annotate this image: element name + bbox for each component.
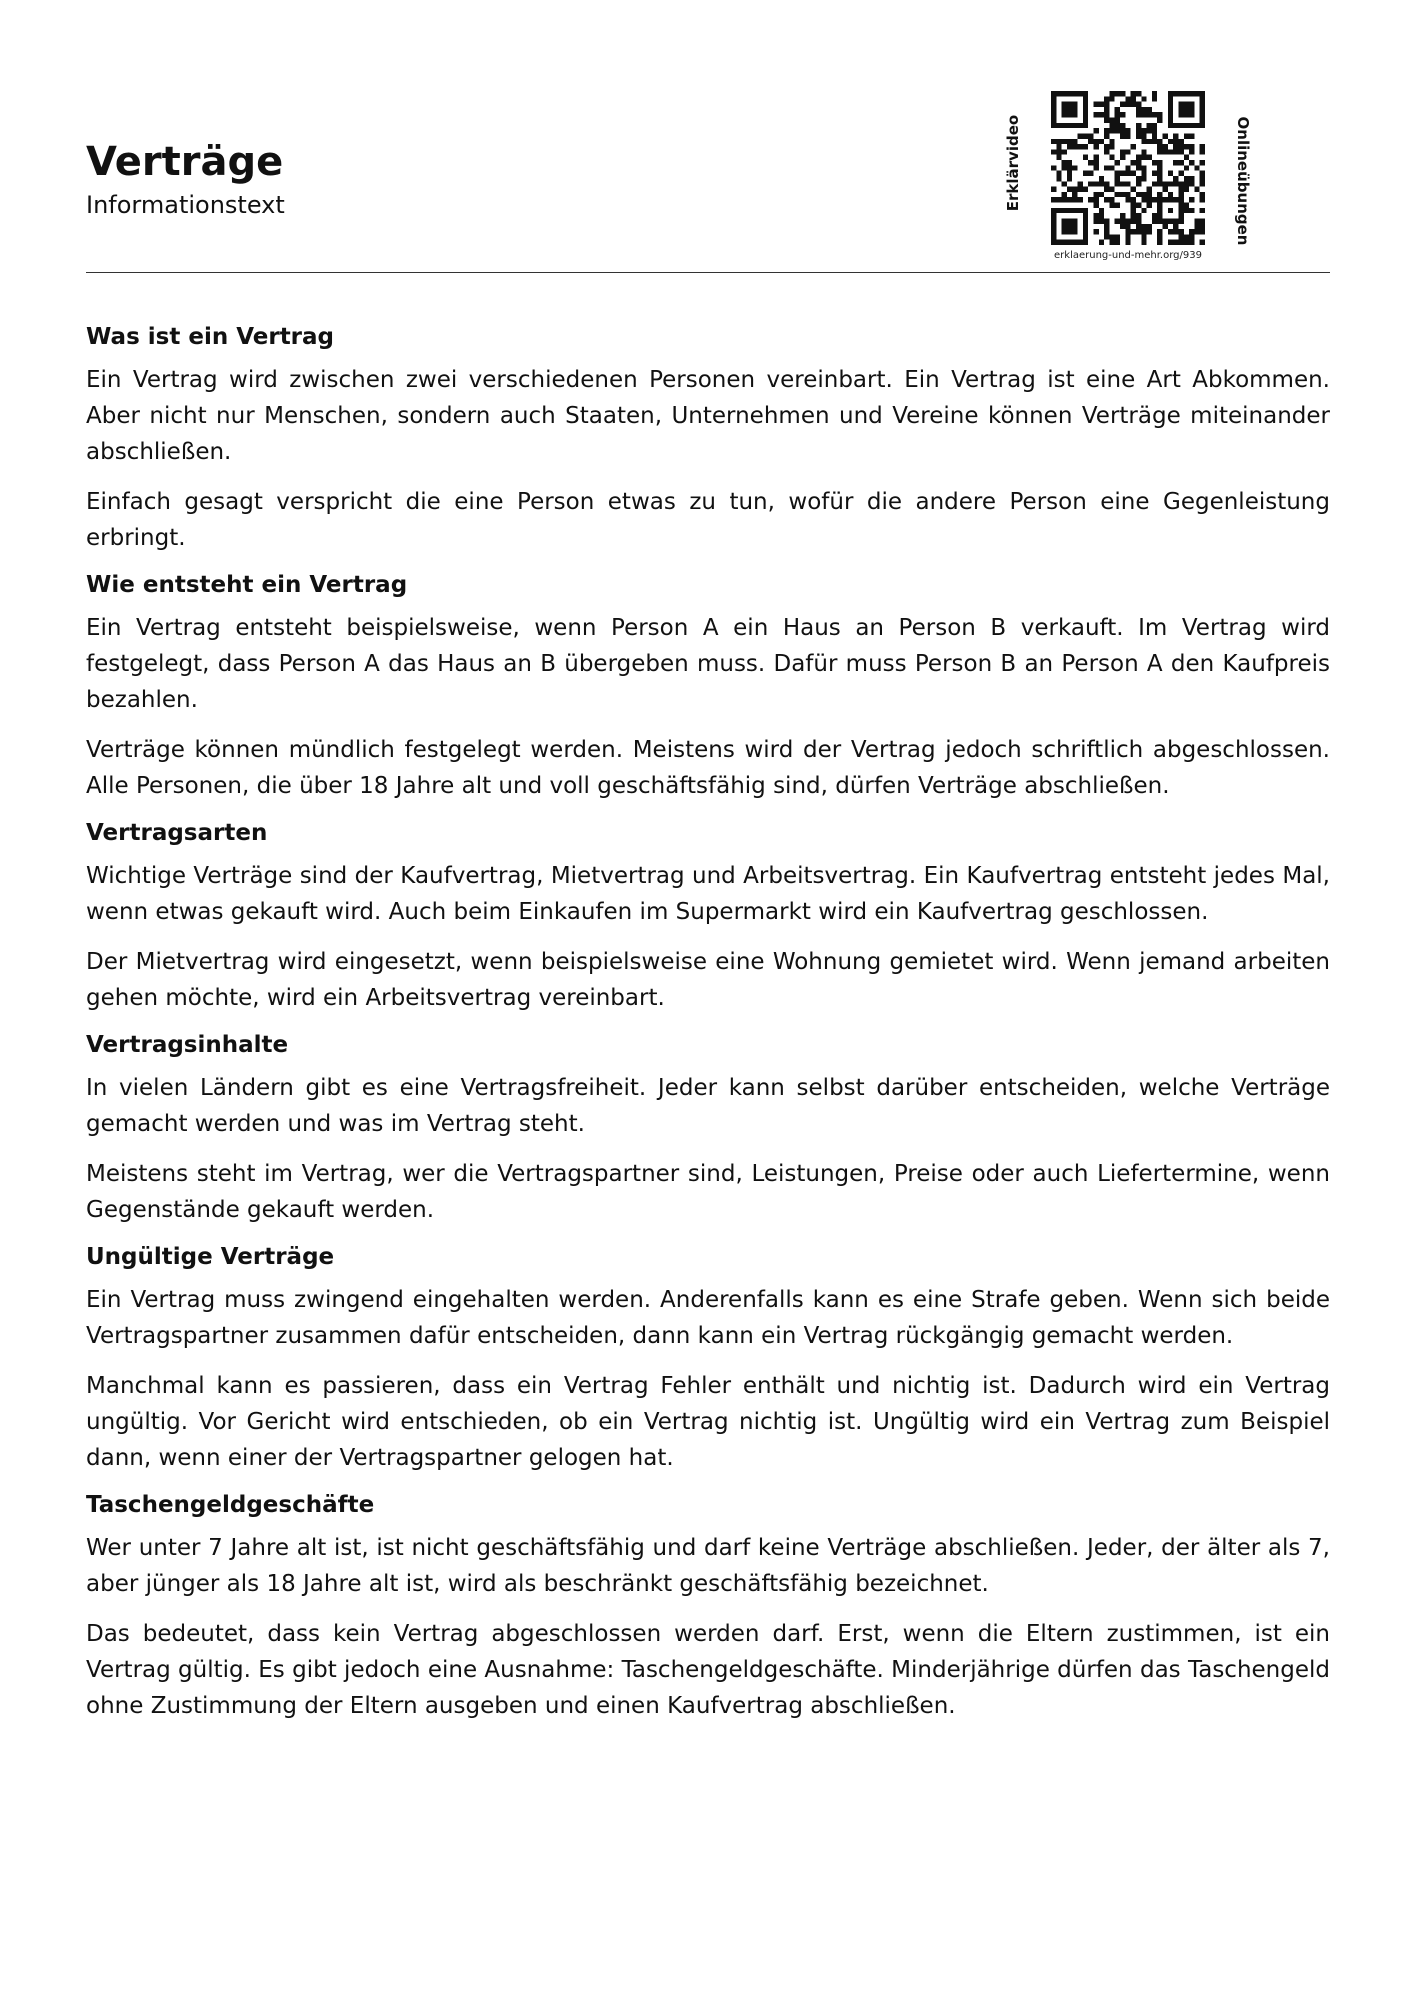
section-paragraph: Wichtige Verträge sind der Kaufvertrag, Mietvertrag und Arbeitsvertrag. Ein Kaufvertrag entsteht jedes Mal, wenn etwas gekauft wird. Auch beim Einkaufen im Supermarkt wird ein Kaufvertrag geschlossen. (86, 863, 1330, 925)
section-paragraph: Der Mietvertrag wird eingesetzt, wenn beispielsweise eine Wohnung gemietet wird. Wenn jemand arbeiten gehen möchte, wird ein Arbeitsvertrag vereinbart. (86, 949, 1330, 1011)
section-paragraph: Manchmal kann es passieren, dass ein Vertrag Fehler enthält und nichtig ist. Dadurch wird ein Vertrag ungültig. Vor Gericht wird entschieden, ob ein Vertrag nichtig ist. Ungültig wird ein Vertrag zum Beispiel dann, wenn einer der Vertragspartner gelogen hat. (86, 1373, 1330, 1471)
qr-right-label: Onlineübungen (1234, 116, 1252, 246)
section-paragraph: Einfach gesagt verspricht die eine Person etwas zu tun, wofür die andere Person eine Gegenleistung erbringt. (86, 489, 1330, 551)
section-heading: Vertragsinhalte (86, 1032, 289, 1058)
section-paragraph: Ein Vertrag entsteht beispielsweise, wenn Person A ein Haus an Person B verkauft. Im Vertrag wird festgelegt, dass Person A das Haus an B übergeben muss. Dafür muss Person B an Person A den Kaufpreis bezahlen. (86, 615, 1330, 713)
qr-left-label: Erklärvideo (1004, 114, 1022, 212)
qr-url: erklaerung-und-mehr.org/939 (1054, 250, 1202, 261)
section-paragraph: Das bedeutet, dass kein Vertrag abgeschlossen werden darf. Erst, wenn die Eltern zustimmen, ist ein Vertrag gültig. Es gibt jedoch eine Ausnahme: Taschengeldgeschäfte. Minderjährige dürfen das Taschengeld ohne Zustimmung der Eltern ausgeben und einen Kaufvertrag abschließen. (86, 1621, 1330, 1719)
qr-code-icon[interactable] (1051, 91, 1205, 245)
page-title: Verträge (86, 139, 284, 185)
section-paragraph: Wer unter 7 Jahre alt ist, ist nicht geschäftsfähig und darf keine Verträge abschließen. Jeder, der älter als 7, aber jünger als 18 Jahre alt ist, wird als beschränkt geschäftsfähig bezeichnet. (86, 1535, 1330, 1597)
header-divider (86, 272, 1330, 273)
section-heading: Ungültige Verträge (86, 1244, 335, 1270)
page-subtitle: Informationstext (86, 191, 285, 219)
section-paragraph: Ein Vertrag muss zwingend eingehalten werden. Anderenfalls kann es eine Strafe geben. Wenn sich beide Vertragspartner zusammen dafür entscheiden, dann kann ein Vertrag rückgängig gemacht werden. (86, 1287, 1330, 1349)
section-paragraph: Ein Vertrag wird zwischen zwei verschiedenen Personen vereinbart. Ein Vertrag ist eine Art Abkommen. Aber nicht nur Menschen, sondern auch Staaten, Unternehmen und Vereine können Verträge miteinander abschließen. (86, 367, 1330, 465)
section-heading: Vertragsarten (86, 820, 268, 846)
main-content (86, 322, 1330, 1738)
section-heading: Taschengeldgeschäfte (86, 1492, 375, 1518)
section-heading: Was ist ein Vertrag (86, 324, 335, 350)
section-paragraph: In vielen Ländern gibt es eine Vertragsfreiheit. Jeder kann selbst darüber entscheiden, welche Verträge gemacht werden und was im Vertrag steht. (86, 1075, 1330, 1137)
section-paragraph: Verträge können mündlich festgelegt werden. Meistens wird der Vertrag jedoch schriftlich abgeschlossen. Alle Personen, die über 18 Jahre alt und voll geschäftsfähig sind, dürfen Verträge abschließen. (86, 737, 1330, 799)
section-paragraph: Meistens steht im Vertrag, wer die Vertragspartner sind, Leistungen, Preise oder auch Liefertermine, wenn Gegenstände gekauft werden. (86, 1161, 1330, 1223)
section-heading: Wie entsteht ein Vertrag (86, 572, 408, 598)
